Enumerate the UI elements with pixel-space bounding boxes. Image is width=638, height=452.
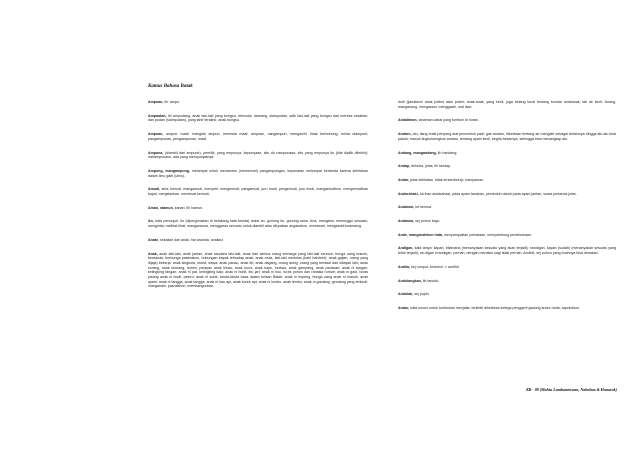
page-footer: KB - 88 (Mahiu Lumbantoruan, Naholma & Hanarak) — [526, 387, 617, 392]
entry-headword: Andigan, — [398, 246, 414, 251]
dictionary-entry — [148, 132, 368, 141]
entry-definition: kata tanya: kapan, bilamana (menanyakan sesuatu yang akan terjadi); nandigan, kapan (sudah) (menanyakan sesuatu yang telah terjadi); an-digan ni andigan, pernah, dengan menaksi nagi tidak pernah. Andihit, sej pohon yang buahnya bisa dimakan. — [398, 246, 616, 256]
entry-headword: Andila, — [398, 264, 410, 269]
entry-definition: sekalian dari anak; hai ananda, anakku! — [159, 237, 224, 242]
entry-headword: Andur, — [398, 305, 410, 310]
entry-definition: melampai untuk menamtan (memenuhi) pangampungan, kepenatan melompat bertanda karena kelelahan dalam ilmu gaib (ulmu). — [148, 168, 368, 178]
entry-definition: tanaman cabai yang tumbuh di hutan. — [418, 118, 479, 123]
dictionary-entry — [398, 246, 616, 255]
entry-headword: Andar, — [398, 177, 410, 182]
dictionary-entry — [148, 206, 368, 211]
dictionary-entry — [398, 205, 616, 210]
entry-definition: sela; kenudi, mangamudi, menyetir, mengemudi; pangamudi, juru mudi, pengemudi, juru mudi, mangamudihon, mengemudikan kapal, menjalankan, membuat kemudi. — [148, 187, 368, 197]
entry-definition: anak laki-laki, anak jantan, anak saudara laki-laki, anak dari semua orang semarga yang laki-laki seumur; bunga uang manuk, bereanak; berbunga pasimakon, hubungan bapak terhadap anak; anak mula, laki-laki mertelas (bahi haloberi); anak gajian, orang yang dijaja) bekerja; anak singkola, murid, siswa; anak panau, anak tiri; anak dagang, orang asing; orang yang berasal dari wilayah lain; anak sorang, anak seorang, lemen, pelayan anak hinau, anak kuno; anak hapu, kerbau; anak gampang, anak perawan; anak ni tangan, kelingking tangan; anak ni pat, kelingking kaki; anak ni buhit, ibu jari; anak ni huu, turas pohon dari rahasia rumah; anak ni gaol, lunas pisang anak ni bodil, peluru; anak ni surat, tanda-tanda baca dalam tulisan Batak; anak ni hopeng, bunga uang anak ni manuk, anak ayam; anak ni tangga, anak tangga; anak ni hau api, anak korek api; anak ni lombu, anak lembu; anak ni gordang, gendang yang terkecil; manganahi, pasnakhon, membangunkan. — [148, 251, 368, 289]
dictionary-entry — [398, 151, 616, 156]
left-column — [148, 100, 368, 298]
entry-headword: Andarasi, — [398, 205, 415, 210]
dictionary-entry — [398, 132, 616, 141]
entry-definition: lih tandok. — [422, 278, 440, 283]
entry-definition: sej pujuh. — [414, 292, 430, 297]
entry-headword: Anak, — [148, 251, 158, 256]
entry-headword: Andolangkan, — [398, 278, 422, 283]
entry-definition: sej rumput. Andohol -> andihit. — [410, 264, 460, 269]
dictionary-entry — [398, 178, 616, 183]
entry-headword: Andasna, — [398, 219, 415, 224]
entry-definition: lih. ampu. — [164, 100, 180, 104]
dictionary-entry — [398, 279, 616, 284]
dictionary-entry — [148, 100, 368, 105]
entry-headword: An, — [148, 219, 154, 224]
entry-definition: jelas kelihatan, tidak tersembunyi; nampaman. — [410, 177, 485, 182]
dictionary-entry — [398, 219, 616, 224]
entry-headword: Andulak, — [398, 292, 414, 297]
entry-headword: Andap, — [398, 164, 411, 169]
entry-definition: (diambil dari ampune), pemilik, yang empunya, kepunyaan; situ do nampunasa, situ yang empunya itu (bila dipilik dilebihi); nahampunaon, ada yang mempunyainya. — [148, 150, 368, 160]
entry-headword: Anate, — [148, 237, 159, 242]
entry-definition: ampun; maaf; mangido ampun, meminta maaf; ampuan, nangampun, mengasihi, tidak berbohong, minta diampuni; pangampunan, pengampunan, maaf. — [148, 132, 368, 141]
entry-definition: lih handang. — [437, 150, 458, 155]
dictionary-entry — [398, 100, 616, 109]
entry-headword: Andorahasi, — [398, 191, 419, 196]
entry-headword: Ampuna, — [148, 150, 164, 155]
entry-headword: Amudi, — [148, 187, 161, 192]
dictionary-entry — [148, 151, 368, 160]
entry-definition: lut semua. — [415, 205, 432, 210]
entry-definition: lut ihan andarahasi, pada ayam tanakan, pembuluh darah pada ayam jantan, suara pertanda jelas. — [419, 191, 577, 196]
entry-headword: Ampuan, — [148, 100, 164, 104]
dictionary-entry — [398, 118, 616, 123]
entry-headword: Ande, mangandehon hata, — [398, 232, 443, 237]
dictionary-entry — [398, 306, 616, 311]
entry-headword: Andaru, — [398, 132, 412, 137]
entry-definition: dulit (ijanakkon anak pottes atau puteri; anak-anak, yang kecil, juga belang kural tentang bondar anakanak, tali air kecil. Anang, manganang, mengasani, menggasih, mal ikan. — [398, 100, 616, 109]
entry-definition: menyampaikan perkataan, menyambung pembicaraan. — [443, 232, 532, 237]
dictionary-entry — [398, 192, 616, 197]
entry-headword: Andang, mangandang, — [398, 150, 437, 155]
dictionary-entry — [148, 219, 368, 228]
entry-definition: kata umum untuk tumbuhan menjalar, terlebih diketekan ketega penggerit gadong andor hoda, capritolium. — [410, 305, 581, 310]
dictionary-entry — [148, 187, 368, 196]
entry-headword: Ampung, mangampung, — [148, 168, 190, 173]
entry-headword: Ampuatan, — [148, 113, 167, 118]
entry-headword: Andalimon, — [398, 118, 418, 123]
entry-headword: Ampuan, — [148, 132, 164, 137]
dictionary-entry — [398, 164, 616, 169]
dictionary-entry — [148, 238, 368, 243]
entry-definition: terbuka, jelas, lih tandap. — [411, 164, 452, 169]
entry-headword: Aman, stamun, — [148, 205, 174, 210]
dictionary-entry — [398, 265, 616, 270]
entry-definition: sej pohon kayu. — [415, 219, 441, 224]
dictionary-entry — [148, 252, 368, 290]
document-title: Kamus Bahasa Batak — [148, 84, 193, 89]
dictionary-entry — [148, 169, 368, 178]
dictionary-entry — [398, 233, 616, 238]
dictionary-entry — [148, 114, 368, 123]
entry-definition: atu, tiang bulat penyang alat penumbuk padi; gas andaru, diketekan tiretang air mengalir sebagai terlalunya hingga alu-alu kirai pakah; manuk tingkoloengkue andaru, tentang ayam kecil, begitu besarnya, sehingga bisa menangkap alu. — [398, 132, 617, 141]
right-column — [398, 100, 616, 320]
entry-definition: kanan; lih hamun. — [174, 205, 204, 210]
dictionary-entry — [398, 292, 616, 297]
entry-definition: kata penunjuk: itu (dipergunakan di belakang kata benda) dolok an, gunung itu, gunung sana. Ana, mangana, menunggu sesuatu; mengintai; melihat-lihat; manganauna, menggarau sesuatu untuk diambil atau dilupakan anganahon, menawari, mengambil keamanig. — [148, 219, 369, 229]
entry-definition: lih ampudang, anak laki-laki yang bungsu, termuda; dareang, siampudan, adik laki-laki yang bungsu dari mereka sekalian; dan pudan (siampudan), yang lahir terakhir, anak bungsu. — [148, 113, 368, 123]
